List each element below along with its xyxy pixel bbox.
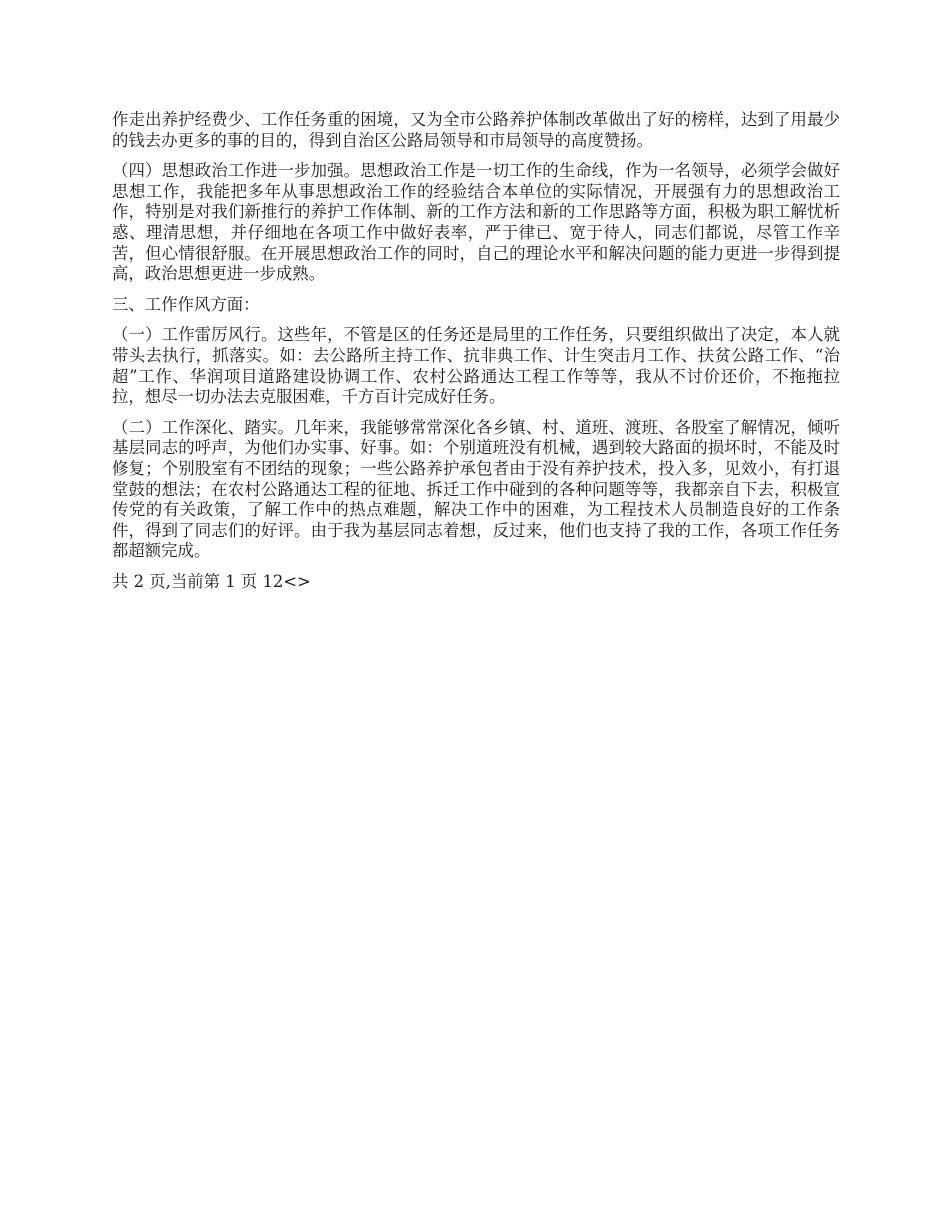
document-body [112, 110, 840, 592]
paragraph-ideological-work: （四）思想政治工作进一步加强。思想政治工作是一切工作的生命线，作为一名领导，必须学会做好思想工作，我能把多年从事思想政治工作的经验结合本单位的实际情况，开展强有力的思想政治工作，特别是对我们新推行的养护工作体制、新的工作方法和新的工作思路等方面，积极为职工解忧析惑、理清思想，并仔细地在各项工作中做好表率，严于律已、宽于待人，同志们都说，尽管工作辛苦，但心情很舒服。在开展思想政治工作的同时，自己的理论水平和解决问题的能力更进一步得到提高，政治思想更进一步成熟。 [112, 161, 840, 284]
paragraph-grassroots-work: （二）工作深化、踏实。几年来，我能够常常深化各乡镇、村、道班、渡班、各股室了解情况，倾听基层同志的呼声，为他们办实事、好事。如：个别道班没有机械，遇到较大路面的损坏时，不能及时修复；个别股室有不团结的现象；一些公路养护承包者由于没有养护技术，投入多，见效小，有打退堂鼓的想法；在农村公路通达工程的征地、拆迁工作中碰到的各种问题等等，我都亲自下去，积极宣传党的有关政策，了解工作中的热点难题，解决工作中的困难，为工程技术人员制造良好的工作条件，得到了同志们的好评。由于我为基层同志着想，反过来，他们也支持了我的工作，各项工作任务都超额完成。 [112, 417, 840, 561]
paragraph-decisive-action: （一）工作雷厉风行。这些年，不管是区的任务还是局里的工作任务，只要组织做出了决定，本人就带头去执行，抓落实。如：去公路所主持工作、抗非典工作、计生突击月工作、扶贫公路工作、“治超”工作、华润项目道路建设协调工作、农村公路通达工程工作等等，我从不讨价还价，不拖拖拉拉，想尽一切办法去克服困难，千方百计完成好任务。 [112, 325, 840, 407]
paragraph-continuation: 作走出养护经费少、工作任务重的困境，又为全市公路养护体制改革做出了好的榜样，达到了用最少的钱去办更多的事的目的，得到自治区公路局领导和市局领导的高度赞扬。 [112, 110, 840, 150]
page-navigation[interactable]: 共 2 页,当前第 1 页 12<> [112, 571, 311, 591]
section-heading-work-style: 三、工作作风方面： [112, 294, 260, 314]
